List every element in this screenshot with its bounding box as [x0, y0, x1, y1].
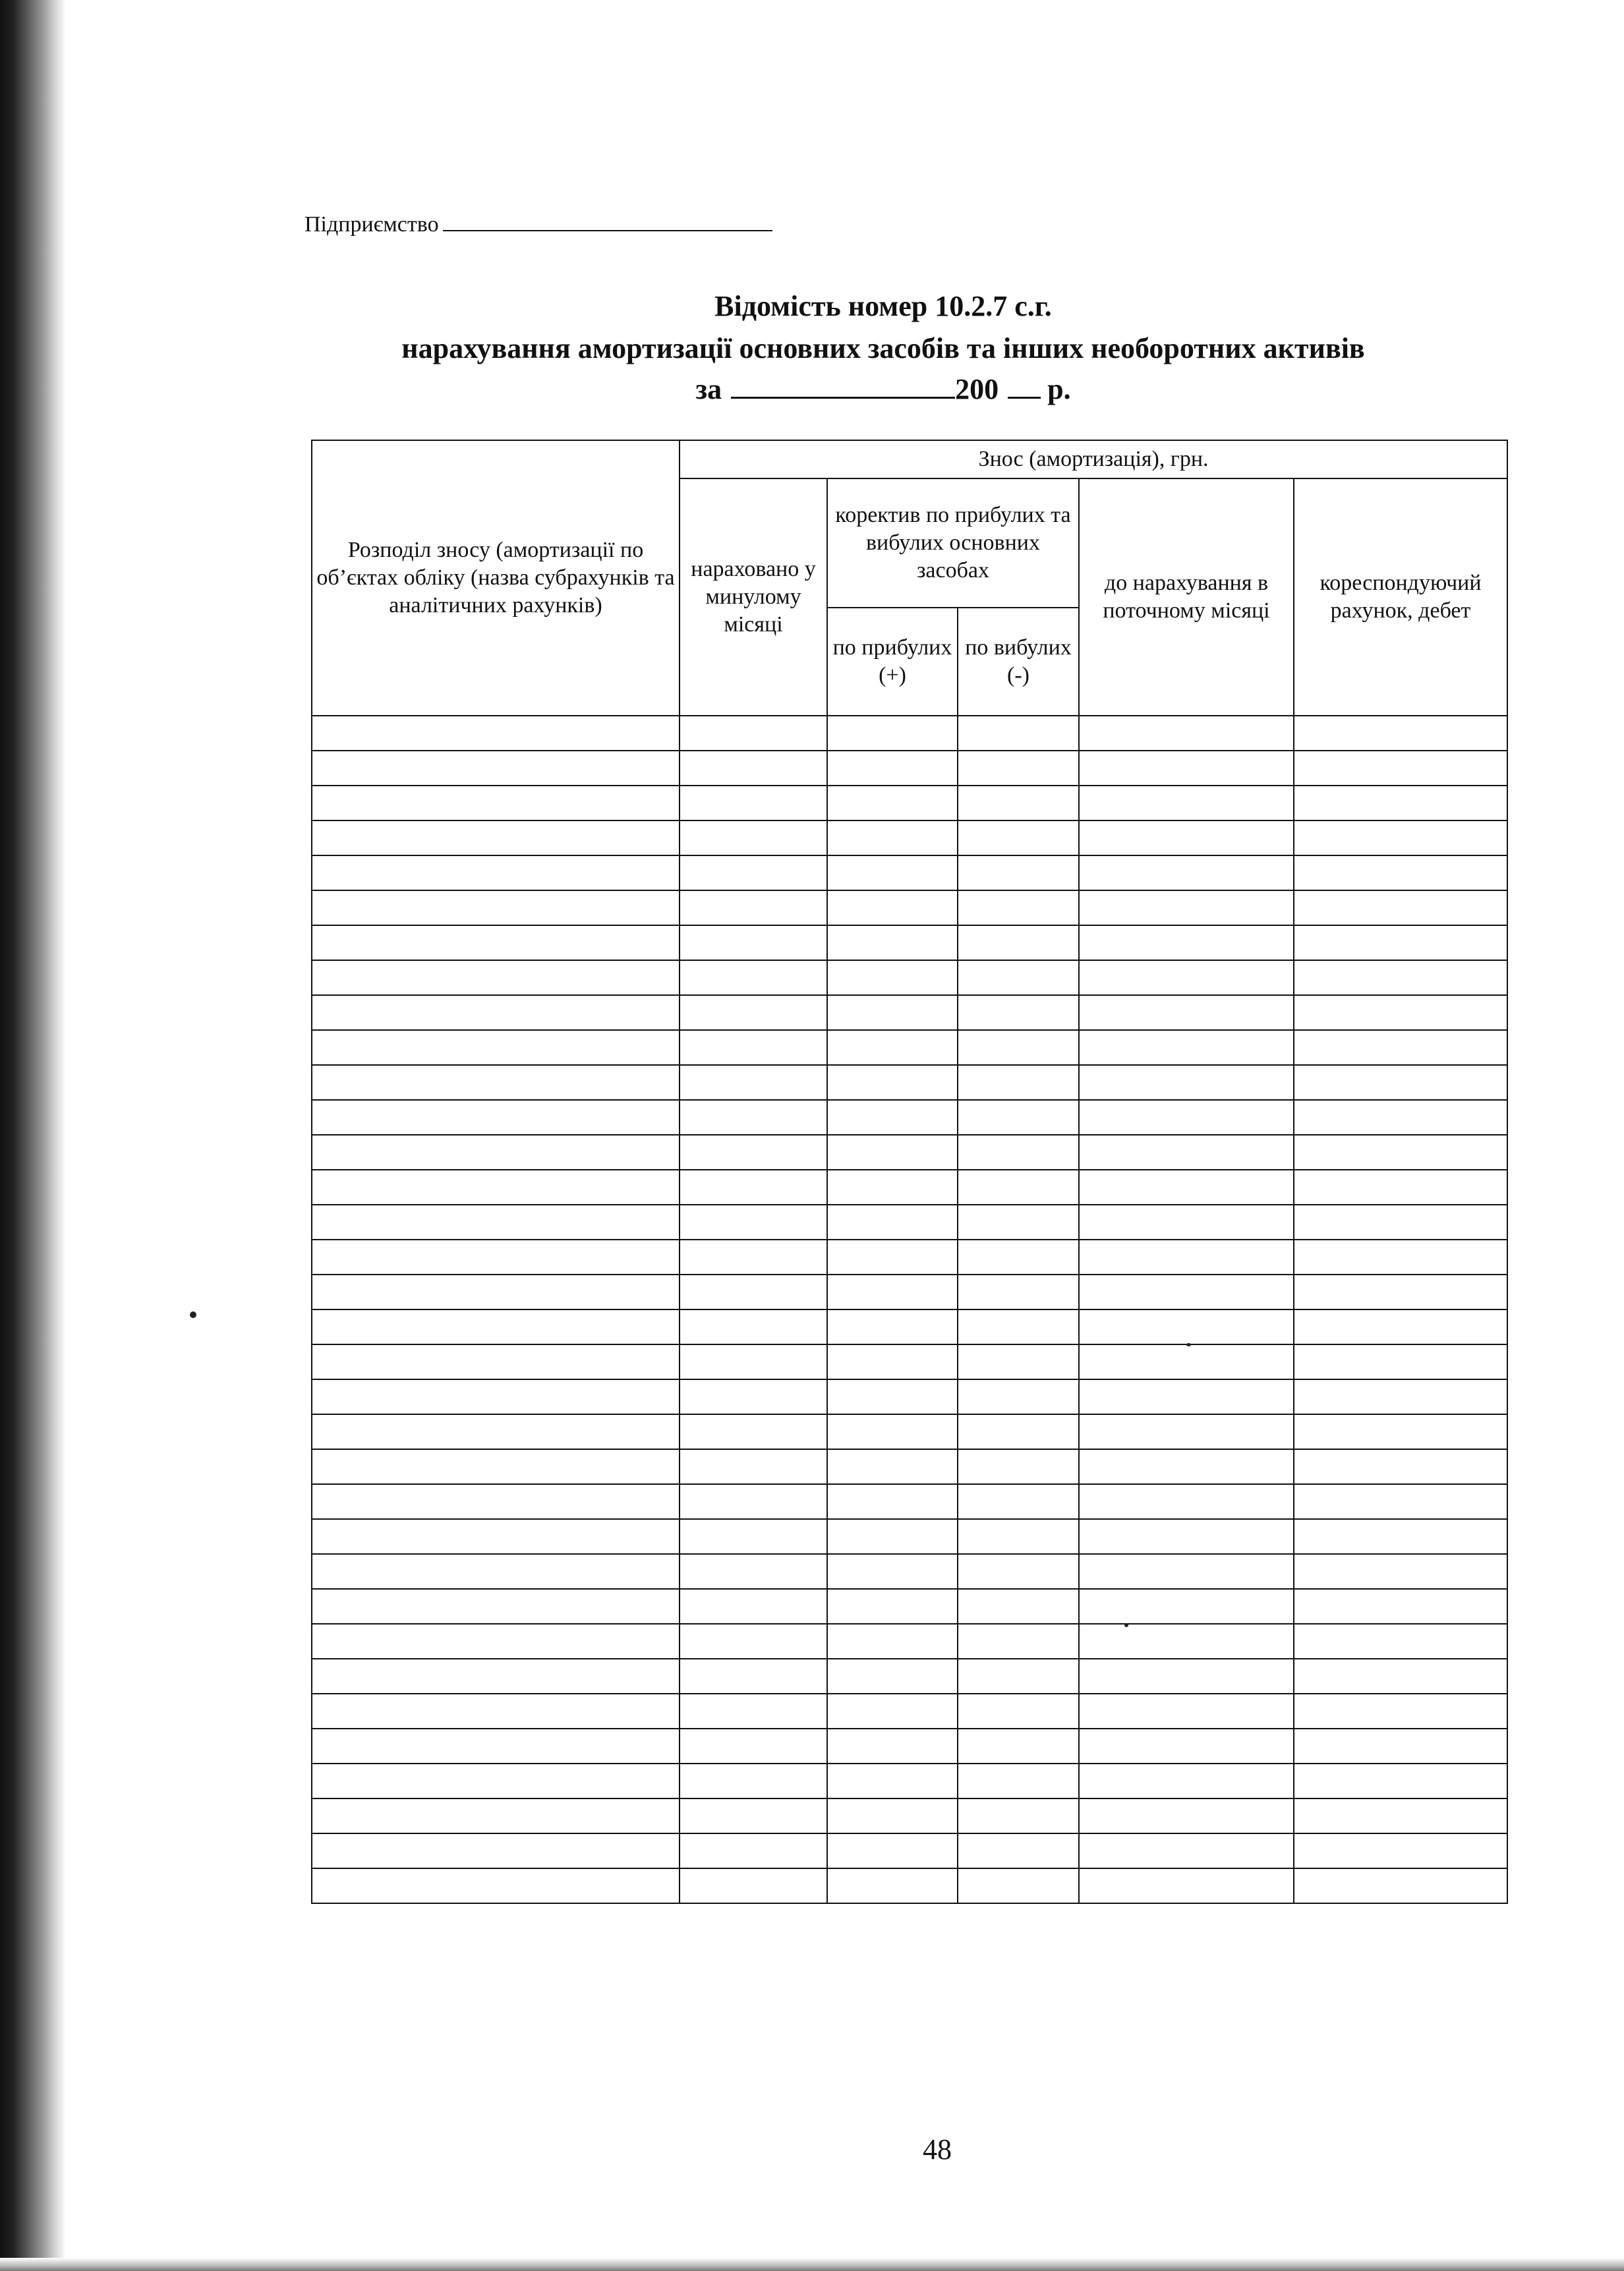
cell-distribution [312, 855, 680, 890]
table-row [312, 1414, 1507, 1449]
scan-speck [190, 1311, 196, 1318]
cell-departed [958, 1868, 1079, 1903]
table-row [312, 1729, 1507, 1764]
table-row [312, 855, 1507, 890]
depreciation-table [311, 440, 1508, 1904]
table-row [312, 1065, 1507, 1100]
cell-prev-month [680, 995, 827, 1030]
cell-distribution [312, 1065, 680, 1100]
cell-departed [958, 1833, 1079, 1868]
cell-account [1294, 751, 1507, 786]
cell-prev-month [680, 1624, 827, 1659]
cell-prev-month [680, 1729, 827, 1764]
table-row [312, 786, 1507, 820]
cell-distribution [312, 1868, 680, 1903]
cell-current-month [1079, 1833, 1294, 1868]
cell-distribution [312, 1729, 680, 1764]
cell-prev-month [680, 716, 827, 751]
cell-current-month [1079, 1798, 1294, 1833]
cell-arrived [827, 1659, 958, 1694]
cell-arrived [827, 1100, 958, 1135]
cell-departed [958, 995, 1079, 1030]
cell-prev-month [680, 1275, 827, 1309]
cell-current-month [1079, 1659, 1294, 1694]
cell-departed [958, 1694, 1079, 1729]
cell-current-month [1079, 1449, 1294, 1484]
cell-departed [958, 716, 1079, 751]
cell-account [1294, 1449, 1507, 1484]
cell-account [1294, 1798, 1507, 1833]
cell-arrived [827, 1519, 958, 1554]
cell-account [1294, 1240, 1507, 1275]
cell-arrived [827, 1030, 958, 1065]
table-row [312, 1519, 1507, 1554]
cell-prev-month [680, 1659, 827, 1694]
cell-account [1294, 786, 1507, 820]
cell-account [1294, 1205, 1507, 1240]
cell-account [1294, 1729, 1507, 1764]
cell-distribution [312, 1379, 680, 1414]
cell-arrived [827, 1379, 958, 1414]
cell-departed [958, 1275, 1079, 1309]
cell-arrived [827, 1833, 958, 1868]
table-row [312, 1764, 1507, 1798]
header-arrived: по прибулих (+) [827, 608, 958, 716]
cell-distribution [312, 1100, 680, 1135]
cell-distribution [312, 786, 680, 820]
cell-account [1294, 925, 1507, 960]
header-current-month: до нарахування в поточному місяці [1079, 478, 1294, 716]
cell-account [1294, 1170, 1507, 1205]
cell-departed [958, 1414, 1079, 1449]
cell-account [1294, 1030, 1507, 1065]
cell-prev-month [680, 925, 827, 960]
cell-distribution [312, 925, 680, 960]
cell-departed [958, 1624, 1079, 1659]
cell-distribution [312, 1135, 680, 1170]
cell-distribution [312, 1414, 680, 1449]
cell-current-month [1079, 890, 1294, 925]
header-depreciation-group: Знос (амортизація), грн. [680, 440, 1507, 478]
cell-departed [958, 1729, 1079, 1764]
cell-prev-month [680, 1519, 827, 1554]
cell-prev-month [680, 1554, 827, 1589]
period-suffix: р. [1047, 373, 1071, 405]
cell-current-month [1079, 1030, 1294, 1065]
cell-arrived [827, 1554, 958, 1589]
cell-arrived [827, 995, 958, 1030]
cell-current-month [1079, 1868, 1294, 1903]
cell-departed [958, 960, 1079, 995]
cell-distribution [312, 751, 680, 786]
cell-arrived [827, 1414, 958, 1449]
cell-arrived [827, 1065, 958, 1100]
cell-departed [958, 1030, 1079, 1065]
cell-distribution [312, 1309, 680, 1344]
table-row [312, 1833, 1507, 1868]
cell-current-month [1079, 1240, 1294, 1275]
table-row [312, 1309, 1507, 1344]
cell-arrived [827, 751, 958, 786]
cell-departed [958, 1135, 1079, 1170]
table-row [312, 716, 1507, 751]
table-row [312, 995, 1507, 1030]
cell-current-month [1079, 1065, 1294, 1100]
cell-departed [958, 751, 1079, 786]
scan-speck [1124, 1623, 1128, 1627]
cell-current-month [1079, 1379, 1294, 1414]
cell-distribution [312, 1624, 680, 1659]
table-row [312, 1624, 1507, 1659]
cell-prev-month [680, 1135, 827, 1170]
cell-arrived [827, 1344, 958, 1379]
cell-distribution [312, 1170, 680, 1205]
table-row [312, 1659, 1507, 1694]
cell-prev-month [680, 1484, 827, 1519]
table-row [312, 960, 1507, 995]
cell-prev-month [680, 1344, 827, 1379]
cell-account [1294, 1309, 1507, 1344]
cell-distribution [312, 1554, 680, 1589]
cell-arrived [827, 786, 958, 820]
cell-current-month [1079, 1554, 1294, 1589]
cell-departed [958, 1344, 1079, 1379]
cell-current-month [1079, 1414, 1294, 1449]
cell-departed [958, 855, 1079, 890]
table-row [312, 1135, 1507, 1170]
cell-distribution [312, 1798, 680, 1833]
cell-account [1294, 820, 1507, 855]
cell-arrived [827, 1135, 958, 1170]
cell-prev-month [680, 751, 827, 786]
cell-current-month [1079, 960, 1294, 995]
cell-account [1294, 1868, 1507, 1903]
cell-account [1294, 1659, 1507, 1694]
cell-prev-month [680, 1833, 827, 1868]
cell-arrived [827, 1484, 958, 1519]
table-row [312, 820, 1507, 855]
cell-departed [958, 1449, 1079, 1484]
cell-current-month [1079, 1205, 1294, 1240]
cell-distribution [312, 1659, 680, 1694]
table-row [312, 1379, 1507, 1414]
cell-departed [958, 1100, 1079, 1135]
cell-arrived [827, 1624, 958, 1659]
cell-prev-month [680, 960, 827, 995]
table-row [312, 1170, 1507, 1205]
cell-current-month [1079, 925, 1294, 960]
cell-current-month [1079, 1624, 1294, 1659]
cell-current-month [1079, 1344, 1294, 1379]
cell-current-month [1079, 820, 1294, 855]
cell-account [1294, 1344, 1507, 1379]
cell-current-month [1079, 995, 1294, 1030]
cell-departed [958, 1309, 1079, 1344]
cell-account [1294, 1135, 1507, 1170]
cell-departed [958, 820, 1079, 855]
cell-prev-month [680, 1100, 827, 1135]
table-row [312, 1205, 1507, 1240]
cell-arrived [827, 1275, 958, 1309]
cell-arrived [827, 1729, 958, 1764]
cell-current-month [1079, 1100, 1294, 1135]
page-number: 48 [923, 2133, 952, 2166]
cell-departed [958, 1170, 1079, 1205]
cell-prev-month [680, 1414, 827, 1449]
cell-prev-month [680, 1205, 827, 1240]
cell-arrived [827, 820, 958, 855]
cell-departed [958, 1379, 1079, 1414]
table-row [312, 1554, 1507, 1589]
cell-account [1294, 1484, 1507, 1519]
cell-distribution [312, 1519, 680, 1554]
table-row [312, 751, 1507, 786]
cell-prev-month [680, 1694, 827, 1729]
header-prev-month: нараховано у минулому місяці [680, 478, 827, 716]
cell-departed [958, 1554, 1079, 1589]
table-row [312, 1030, 1507, 1065]
table-row [312, 1694, 1507, 1729]
header-adjustment-group: коректив по прибулих та вибулих основних засобах [827, 478, 1079, 608]
scan-binding-edge [0, 0, 66, 2271]
cell-account [1294, 1519, 1507, 1554]
cell-distribution [312, 1589, 680, 1624]
cell-distribution [312, 960, 680, 995]
cell-current-month [1079, 855, 1294, 890]
cell-departed [958, 925, 1079, 960]
cell-current-month [1079, 751, 1294, 786]
cell-account [1294, 1833, 1507, 1868]
table-row [312, 1484, 1507, 1519]
cell-current-month [1079, 1170, 1294, 1205]
enterprise-blank-line [443, 210, 772, 231]
cell-prev-month [680, 1868, 827, 1903]
cell-account [1294, 1065, 1507, 1100]
cell-prev-month [680, 1309, 827, 1344]
table-row [312, 1798, 1507, 1833]
cell-distribution [312, 1833, 680, 1868]
period-prefix: за [695, 373, 722, 405]
table-row [312, 890, 1507, 925]
cell-current-month [1079, 1135, 1294, 1170]
cell-current-month [1079, 1519, 1294, 1554]
cell-account [1294, 1275, 1507, 1309]
cell-distribution [312, 820, 680, 855]
scan-speck [1186, 1343, 1191, 1346]
table-row [312, 1275, 1507, 1309]
cell-account [1294, 890, 1507, 925]
period-year-blank [1008, 372, 1041, 399]
cell-current-month [1079, 1275, 1294, 1309]
header-departed: по вибулих (-) [958, 608, 1079, 716]
cell-arrived [827, 1589, 958, 1624]
cell-departed [958, 1659, 1079, 1694]
cell-current-month [1079, 1729, 1294, 1764]
cell-arrived [827, 1449, 958, 1484]
cell-prev-month [680, 1798, 827, 1833]
scan-bottom-edge [0, 2258, 1624, 2271]
table-row [312, 1449, 1507, 1484]
cell-departed [958, 1798, 1079, 1833]
cell-arrived [827, 1170, 958, 1205]
cell-arrived [827, 1798, 958, 1833]
table-row [312, 1589, 1507, 1624]
cell-account [1294, 960, 1507, 995]
cell-account [1294, 1589, 1507, 1624]
document-title: Відомість номер 10.2.7 с.г. [714, 290, 1052, 322]
cell-account [1294, 1379, 1507, 1414]
cell-departed [958, 1240, 1079, 1275]
cell-account [1294, 1624, 1507, 1659]
cell-prev-month [680, 1240, 827, 1275]
cell-distribution [312, 1240, 680, 1275]
cell-arrived [827, 1309, 958, 1344]
cell-current-month [1079, 1484, 1294, 1519]
cell-prev-month [680, 786, 827, 820]
cell-arrived [827, 716, 958, 751]
table-row [312, 1868, 1507, 1903]
cell-current-month [1079, 1694, 1294, 1729]
table-row [312, 1100, 1507, 1135]
header-distribution: Розподіл зносу (амортизації по об’єктах обліку (назва субрахунків та аналітичних рахунків) [312, 440, 680, 716]
cell-account [1294, 716, 1507, 751]
cell-distribution [312, 1694, 680, 1729]
cell-departed [958, 890, 1079, 925]
cell-prev-month [680, 1764, 827, 1798]
cell-prev-month [680, 1589, 827, 1624]
cell-prev-month [680, 1065, 827, 1100]
cell-current-month [1079, 1589, 1294, 1624]
cell-account [1294, 1100, 1507, 1135]
period-line [290, 371, 1476, 408]
cell-departed [958, 1589, 1079, 1624]
cell-prev-month [680, 1170, 827, 1205]
cell-distribution [312, 1344, 680, 1379]
cell-account [1294, 1414, 1507, 1449]
cell-account [1294, 1694, 1507, 1729]
cell-prev-month [680, 1379, 827, 1414]
document-subtitle: нарахування амортизації основних засобів та інших необоротних активів [401, 332, 1365, 364]
cell-arrived [827, 1240, 958, 1275]
cell-departed [958, 1065, 1079, 1100]
cell-distribution [312, 1030, 680, 1065]
enterprise-label: Підприємство [304, 212, 439, 237]
cell-departed [958, 1519, 1079, 1554]
cell-arrived [827, 925, 958, 960]
cell-prev-month [680, 1449, 827, 1484]
header-account: кореспондуючий рахунок, дебет [1294, 478, 1507, 716]
cell-current-month [1079, 786, 1294, 820]
cell-arrived [827, 1764, 958, 1798]
cell-distribution [312, 995, 680, 1030]
enterprise-field [304, 210, 772, 240]
cell-distribution [312, 1275, 680, 1309]
period-year: 200 [955, 373, 999, 405]
cell-account [1294, 995, 1507, 1030]
table-row [312, 1240, 1507, 1275]
cell-distribution [312, 1764, 680, 1798]
cell-current-month [1079, 1764, 1294, 1798]
cell-prev-month [680, 820, 827, 855]
cell-arrived [827, 1694, 958, 1729]
cell-arrived [827, 960, 958, 995]
cell-current-month [1079, 716, 1294, 751]
cell-distribution [312, 890, 680, 925]
cell-distribution [312, 716, 680, 751]
cell-account [1294, 1764, 1507, 1798]
period-month-blank [731, 372, 955, 399]
cell-departed [958, 786, 1079, 820]
cell-distribution [312, 1205, 680, 1240]
cell-arrived [827, 855, 958, 890]
cell-departed [958, 1205, 1079, 1240]
cell-account [1294, 855, 1507, 890]
cell-departed [958, 1764, 1079, 1798]
cell-departed [958, 1484, 1079, 1519]
table-row [312, 1344, 1507, 1379]
cell-prev-month [680, 890, 827, 925]
table-row [312, 925, 1507, 960]
cell-arrived [827, 890, 958, 925]
cell-distribution [312, 1484, 680, 1519]
cell-arrived [827, 1868, 958, 1903]
cell-arrived [827, 1205, 958, 1240]
cell-prev-month [680, 855, 827, 890]
cell-prev-month [680, 1030, 827, 1065]
cell-distribution [312, 1449, 680, 1484]
cell-current-month [1079, 1309, 1294, 1344]
cell-account [1294, 1554, 1507, 1589]
